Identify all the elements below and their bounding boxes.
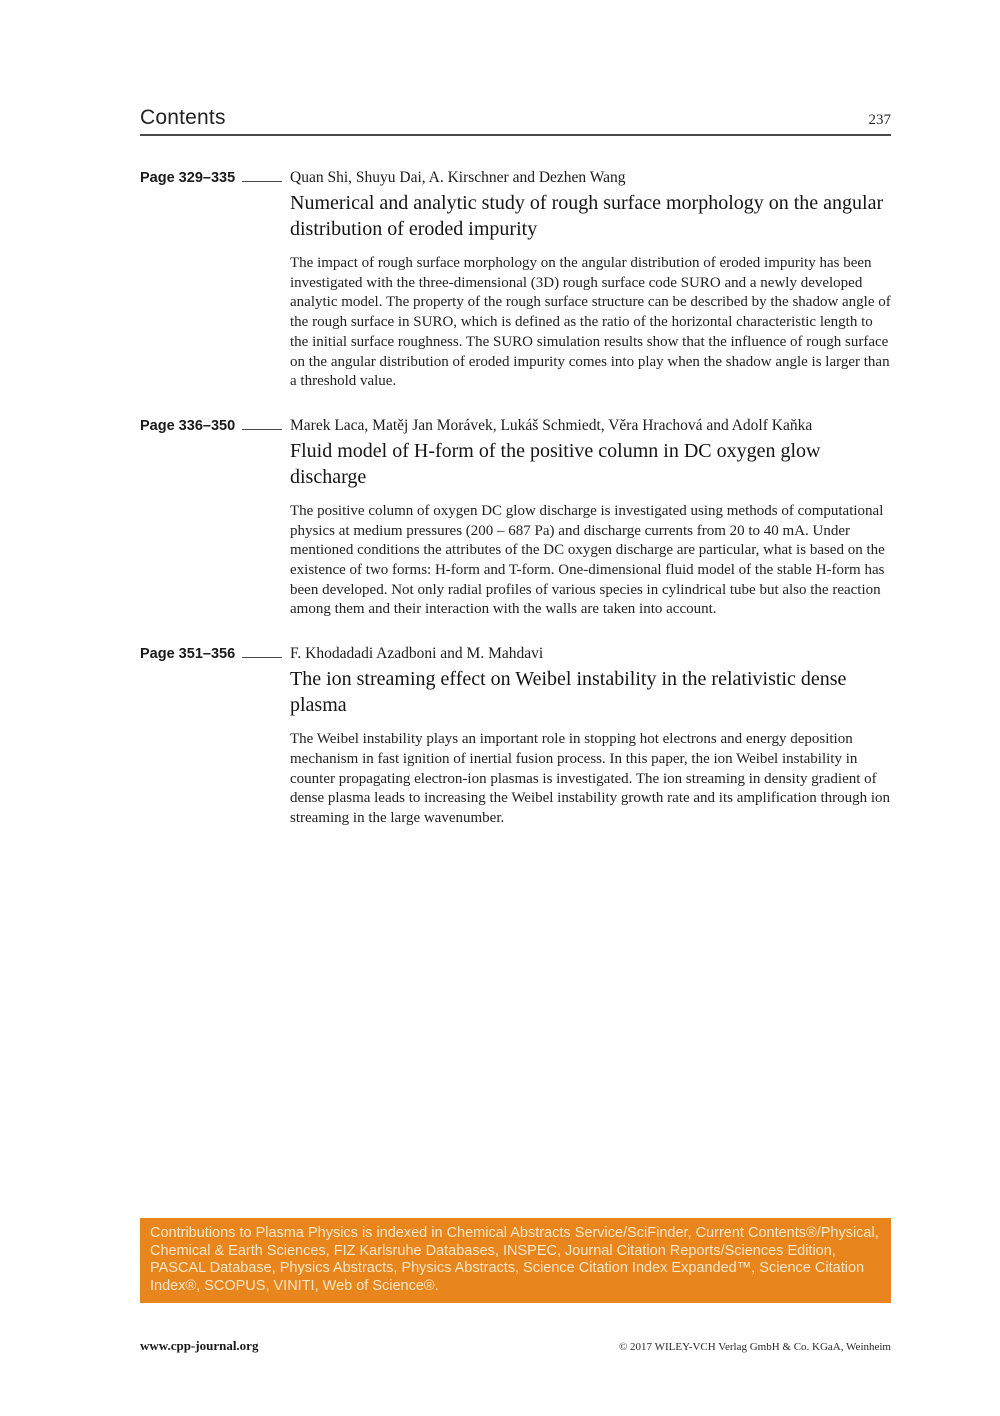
toc-entries [140,167,891,829]
article-authors: Marek Laca, Matěj Jan Morávek, Lukáš Schmiedt, Věra Hrachová and Adolf Kaňka [290,416,813,434]
page-range-label: Page 336–350 [140,417,236,434]
entry-page-label [140,167,290,392]
header-rule [140,134,891,136]
page-range-label: Page 329–335 [140,170,236,186]
fill-in-line [242,657,282,658]
toc-entry [140,415,891,620]
entry-body [290,643,891,829]
fill-in-line [242,181,282,182]
entry-page-label [140,415,290,620]
entry-body [290,415,891,620]
article-authors: F. Khodadadi Azadboni and M. Mahdavi [290,645,544,663]
indexing-banner [140,1218,891,1303]
article-abstract: The Weibel instability plays an important role in stopping hot electrons and energy deposition mechanism in fast ignition of inertial fusion process. In this paper, the ion Weibel instability in counter propagating electron-ion plasmas is investigated. The ion streaming in density gradient of dense plasma leads to increasing the Weibel instability growth rate and its amplification through ion streaming in the large wavenumber. [290,731,891,826]
fill-in-line [242,429,282,430]
toc-entry [140,643,891,829]
indexing-banner-text: Contributions to Plasma Physics is indexed in Chemical Abstracts Service/SciFinder, Current Contents®/Physical, Chemical & Earth Sciences, FIZ Karlsruhe Databases, INSPEC, Journal Citation Reports/Sciences Edition, PASCAL Database, Physics Abstracts, Physics Abstracts, Science Citation Index Expanded™, Science Citation Index®, SCOPUS, VINITI, Web of Science®. [150,1225,879,1294]
page-number: 237 [868,112,891,128]
article-abstract: The positive column of oxygen DC glow discharge is investigated using methods of computational physics at medium pressures (200 – 687 Pa) and discharge currents from 20 to 40 mA. Under mentioned conditions the attributes of the DC oxygen discharge are particular, what is based on the existence of two forms: H-form and T-form. One-dimensional fluid model of the stable H-form has been developed. Not only radial profiles of various species in cylindrical tube but also the reaction among them and their interaction with the walls are taken into account. [290,502,885,618]
page-header [140,106,891,130]
entry-page-label [140,643,290,829]
page-range-label: Page 351–356 [140,646,236,663]
page-title: Contents [140,106,226,129]
entry-body [290,167,891,392]
article-title: Fluid model of H-form of the positive column in DC oxygen glow discharge [290,439,821,488]
toc-entry [140,167,891,392]
journal-url: www.cpp-journal.org [140,1338,259,1353]
article-abstract: The impact of rough surface morphology on the angular distribution of eroded impurity has been investigated with the three-dimensional (3D) rough surface code SURO and a newly developed analytic model. The property of the rough surface structure can be described by the shadow angle of the rough surface in SURO, which is defined as the ratio of the horizontal characteristic length to the initial surface roughness. The SURO simulation results show that the influence of rough surface on the angular distribution of eroded impurity comes into play when the shadow angle is larger than a threshold value. [290,255,891,390]
copyright-notice: © 2017 WILEY-VCH Verlag GmbH & Co. KGaA, Weinheim [618,1341,891,1353]
article-authors: Quan Shi, Shuyu Dai, A. Kirschner and Dezhen Wang [290,169,626,186]
page-footer [140,1338,891,1354]
article-title: Numerical and analytic study of rough surface morphology on the angular distribution of eroded impurity [290,192,884,240]
content-column [140,106,891,852]
article-title: The ion streaming effect on Weibel instability in the relativistic dense plasma [290,668,847,717]
